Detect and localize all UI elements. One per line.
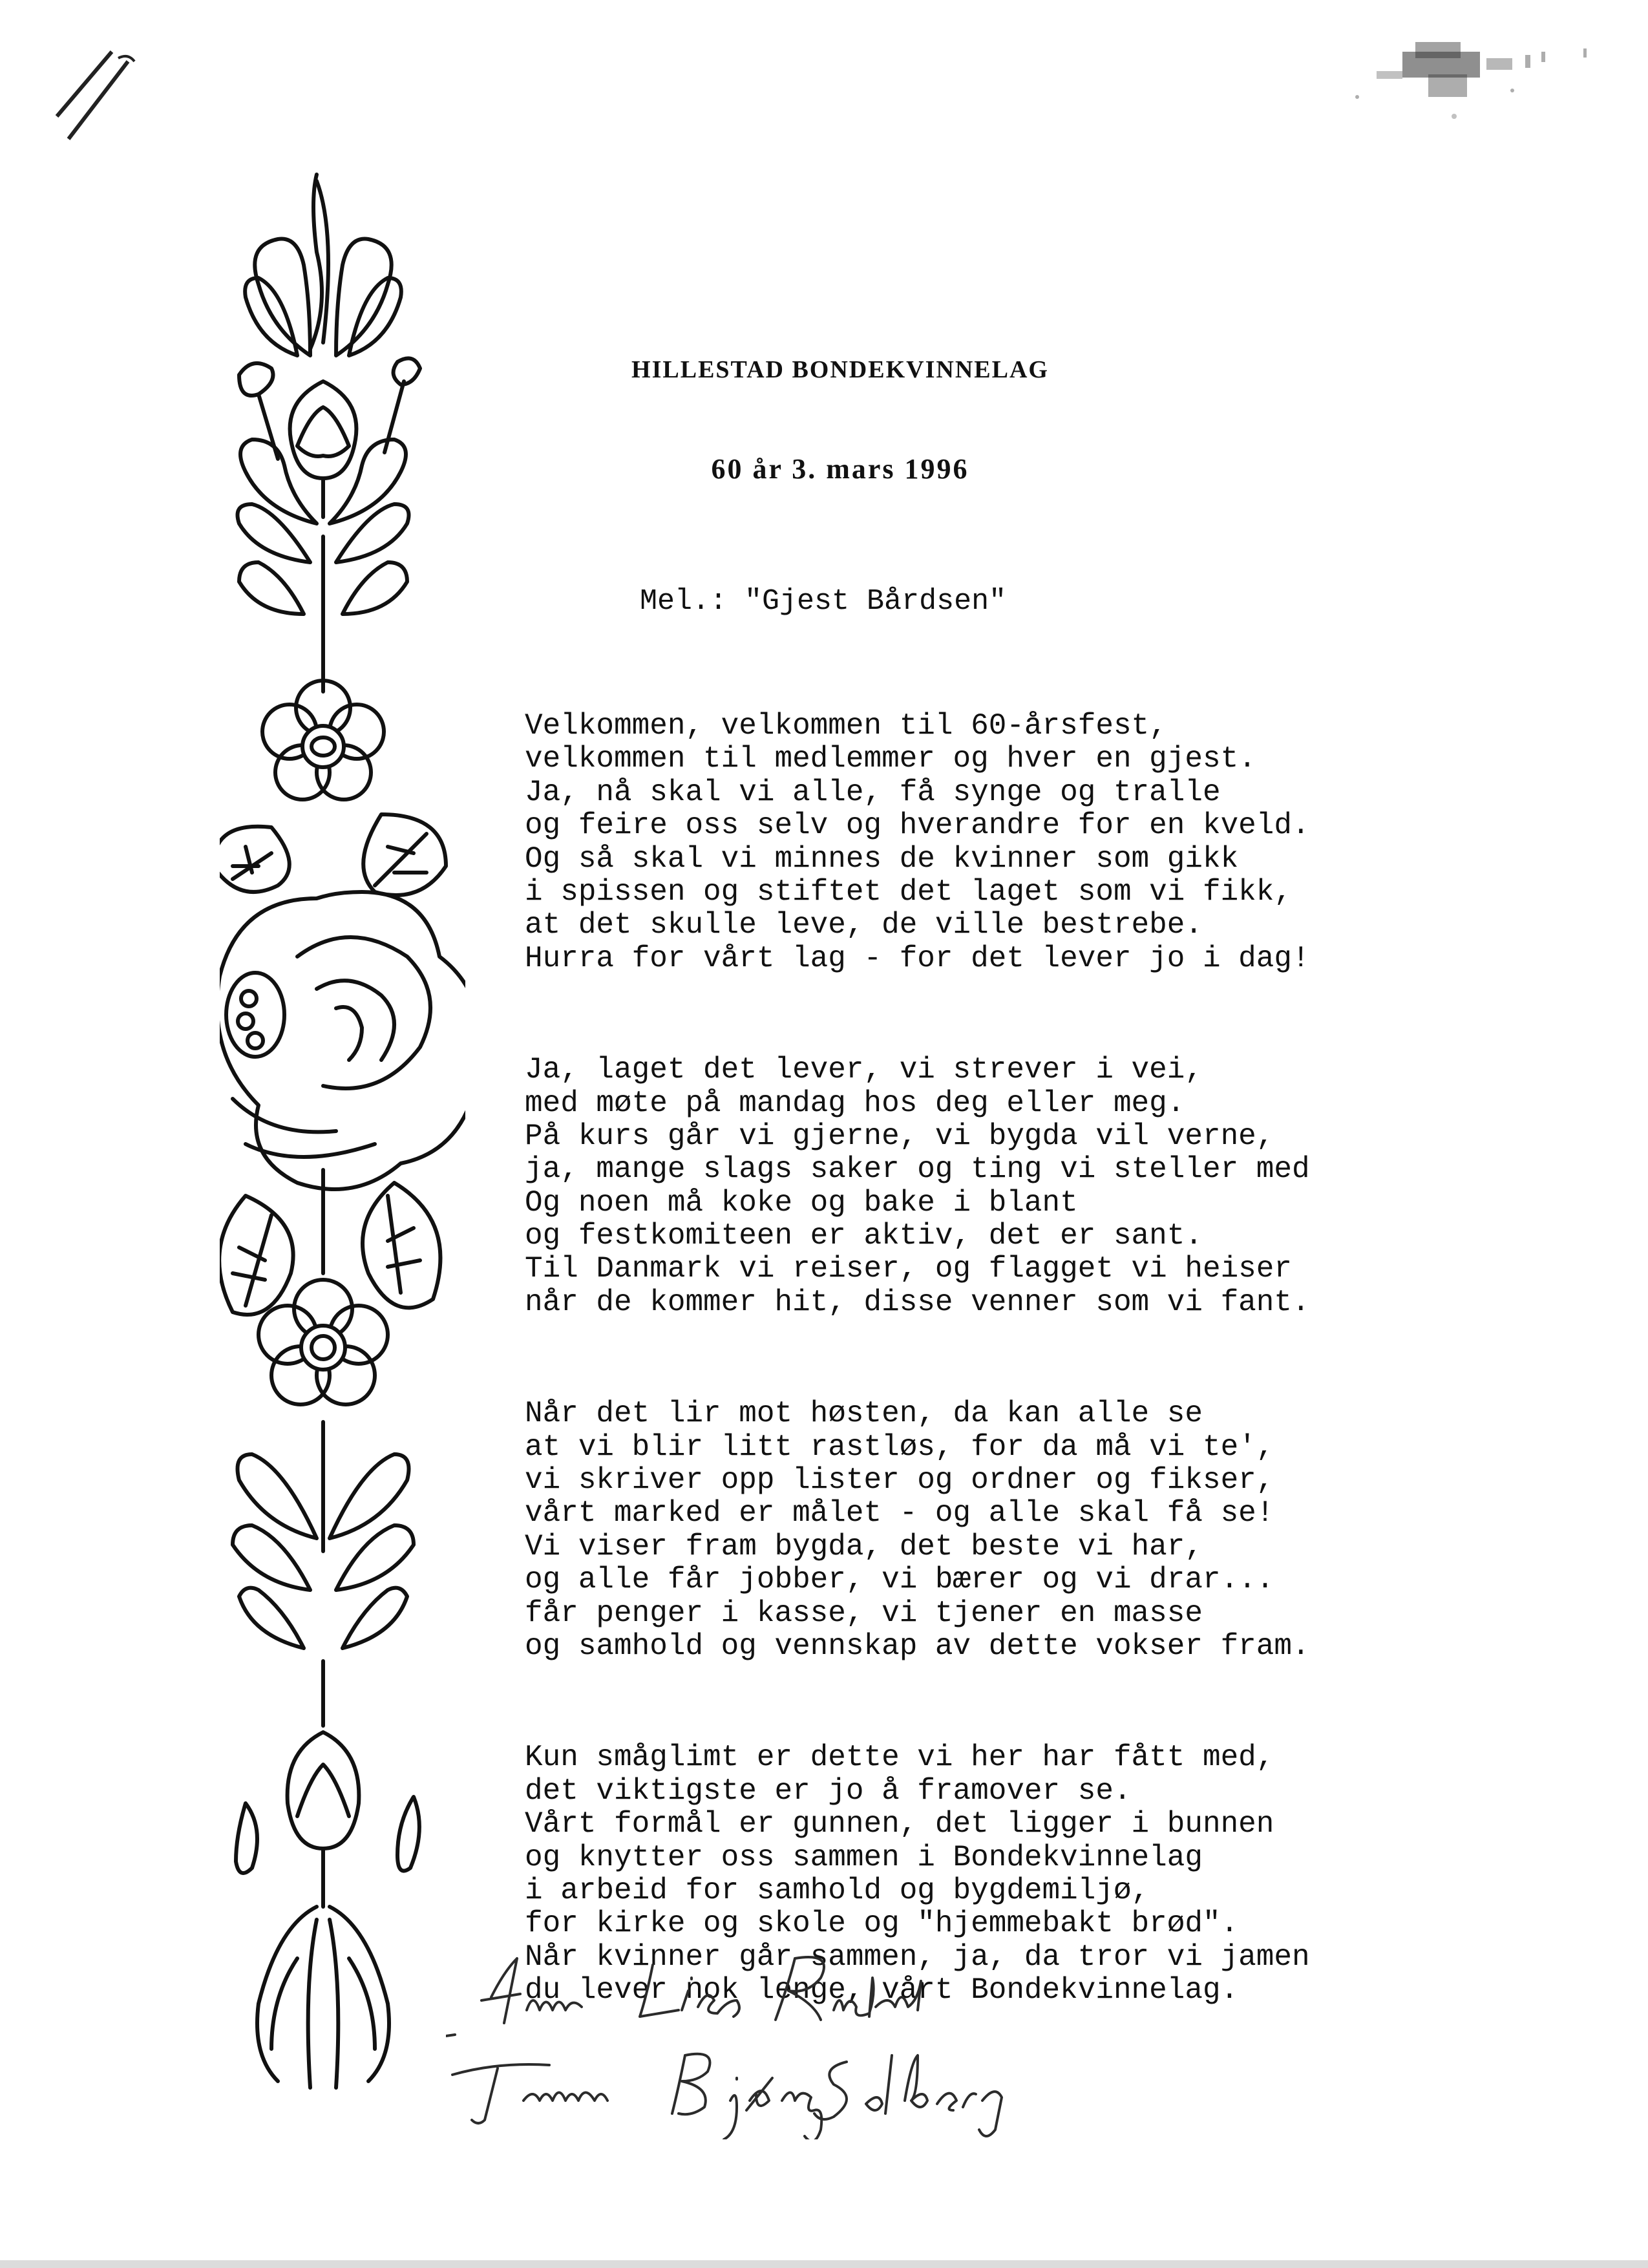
verse-line: i arbeid for samhold og bygdemiljø, <box>525 1873 1150 1907</box>
verse-line: Vi viser fram bygda, det beste vi har, <box>525 1529 1203 1563</box>
verse-line: ja, mange slags saker og ting vi steller med <box>525 1152 1310 1187</box>
verse-line: Velkommen, velkommen til 60-årsfest, <box>525 709 1167 743</box>
verse-line: velkommen til medlemmer og hver en gjest. <box>525 742 1256 776</box>
verse-line: det viktigste er jo å framover se. <box>525 1774 1132 1808</box>
verse-line: Til Danmark vi reiser, og flagget vi heiser <box>525 1252 1292 1286</box>
verse-line: at det skulle leve, de ville bestrebe. <box>525 908 1203 942</box>
verse-line: og festkomiteen er aktiv, det er sant. <box>525 1219 1203 1253</box>
verse-line: og alle får jobber, vi bærer og vi drar... <box>525 1563 1274 1597</box>
verse-line: Vårt formål er gunnen, det ligger i bunnen <box>525 1807 1274 1841</box>
verse-line: Og så skal vi minnes de kvinner som gikk <box>525 842 1239 876</box>
handwritten-signatures <box>446 1945 1079 2139</box>
scan-bottom-edge <box>0 2260 1648 2268</box>
verse-line: Hurra for vårt lag - for det lever jo i dag! <box>525 941 1310 975</box>
verse-line: Ja, laget det lever, vi strever i vei, <box>525 1053 1203 1087</box>
verse-line: i spissen og stiftet det laget som vi fikk, <box>525 874 1292 909</box>
anniversary-date: 60 år 3. mars 1996 <box>711 453 969 485</box>
signature-tonum-bjorge-solberg <box>452 2054 1002 2139</box>
verse-line: for kirke og skole og "hjemmebakt brød". <box>525 1907 1239 1941</box>
scanner-speckle-icon <box>1318 26 1616 142</box>
verse-line: vårt marked er målet - og alle skal få se! <box>525 1496 1274 1531</box>
verse-line: Og noen må koke og bake i blant <box>525 1185 1078 1220</box>
verse-line: Når det lir mot høsten, da kan alle se <box>525 1397 1203 1431</box>
verse-line: og samhold og vennskap av dette vokser fram. <box>525 1629 1310 1663</box>
verse-line: og knytter oss sammen i Bondekvinnelag <box>525 1840 1203 1874</box>
verse-line: at vi blir litt rastløs, for da må vi te', <box>525 1430 1274 1464</box>
verse-line: vi skriver opp lister og ordner og fikser, <box>525 1463 1274 1498</box>
verse <box>525 1397 1533 1663</box>
pencil-mark-icon <box>50 45 141 149</box>
verse-line: når de kommer hit, disse venner som vi fant. <box>525 1285 1310 1319</box>
verse-line: får penger i kasse, vi tjener en masse <box>525 1596 1203 1630</box>
verse-line: Når kvinner går sammen, ja, da tror vi jamen <box>525 1940 1310 1974</box>
verse-line: Ja, nå skal vi alle, få synge og tralle <box>525 775 1221 809</box>
organization-title: HILLESTAD BONDEKVINNELAG <box>631 356 1049 383</box>
verse-line: du lever nok lenge, vårt Bondekvinnelag. <box>525 1973 1239 2008</box>
verse-line: Kun småglimt er dette vi her har fått med, <box>525 1741 1274 1775</box>
verse <box>525 1054 1533 1319</box>
verse-line: På kurs går vi gjerne, vi bygda vil verne, <box>525 1119 1274 1153</box>
verse-line: og feire oss selv og hverandre for en kveld. <box>525 809 1310 843</box>
melody-line: Mel.: "Gjest Bårdsen" <box>640 585 1007 618</box>
poem <box>525 710 1533 2086</box>
signature-anne-lise-rustad <box>481 1957 921 2023</box>
rosemaling-floral-ornament-icon <box>220 162 465 2107</box>
verse-line: med møte på mandag hos deg eller meg. <box>525 1086 1185 1120</box>
verse <box>525 710 1533 975</box>
